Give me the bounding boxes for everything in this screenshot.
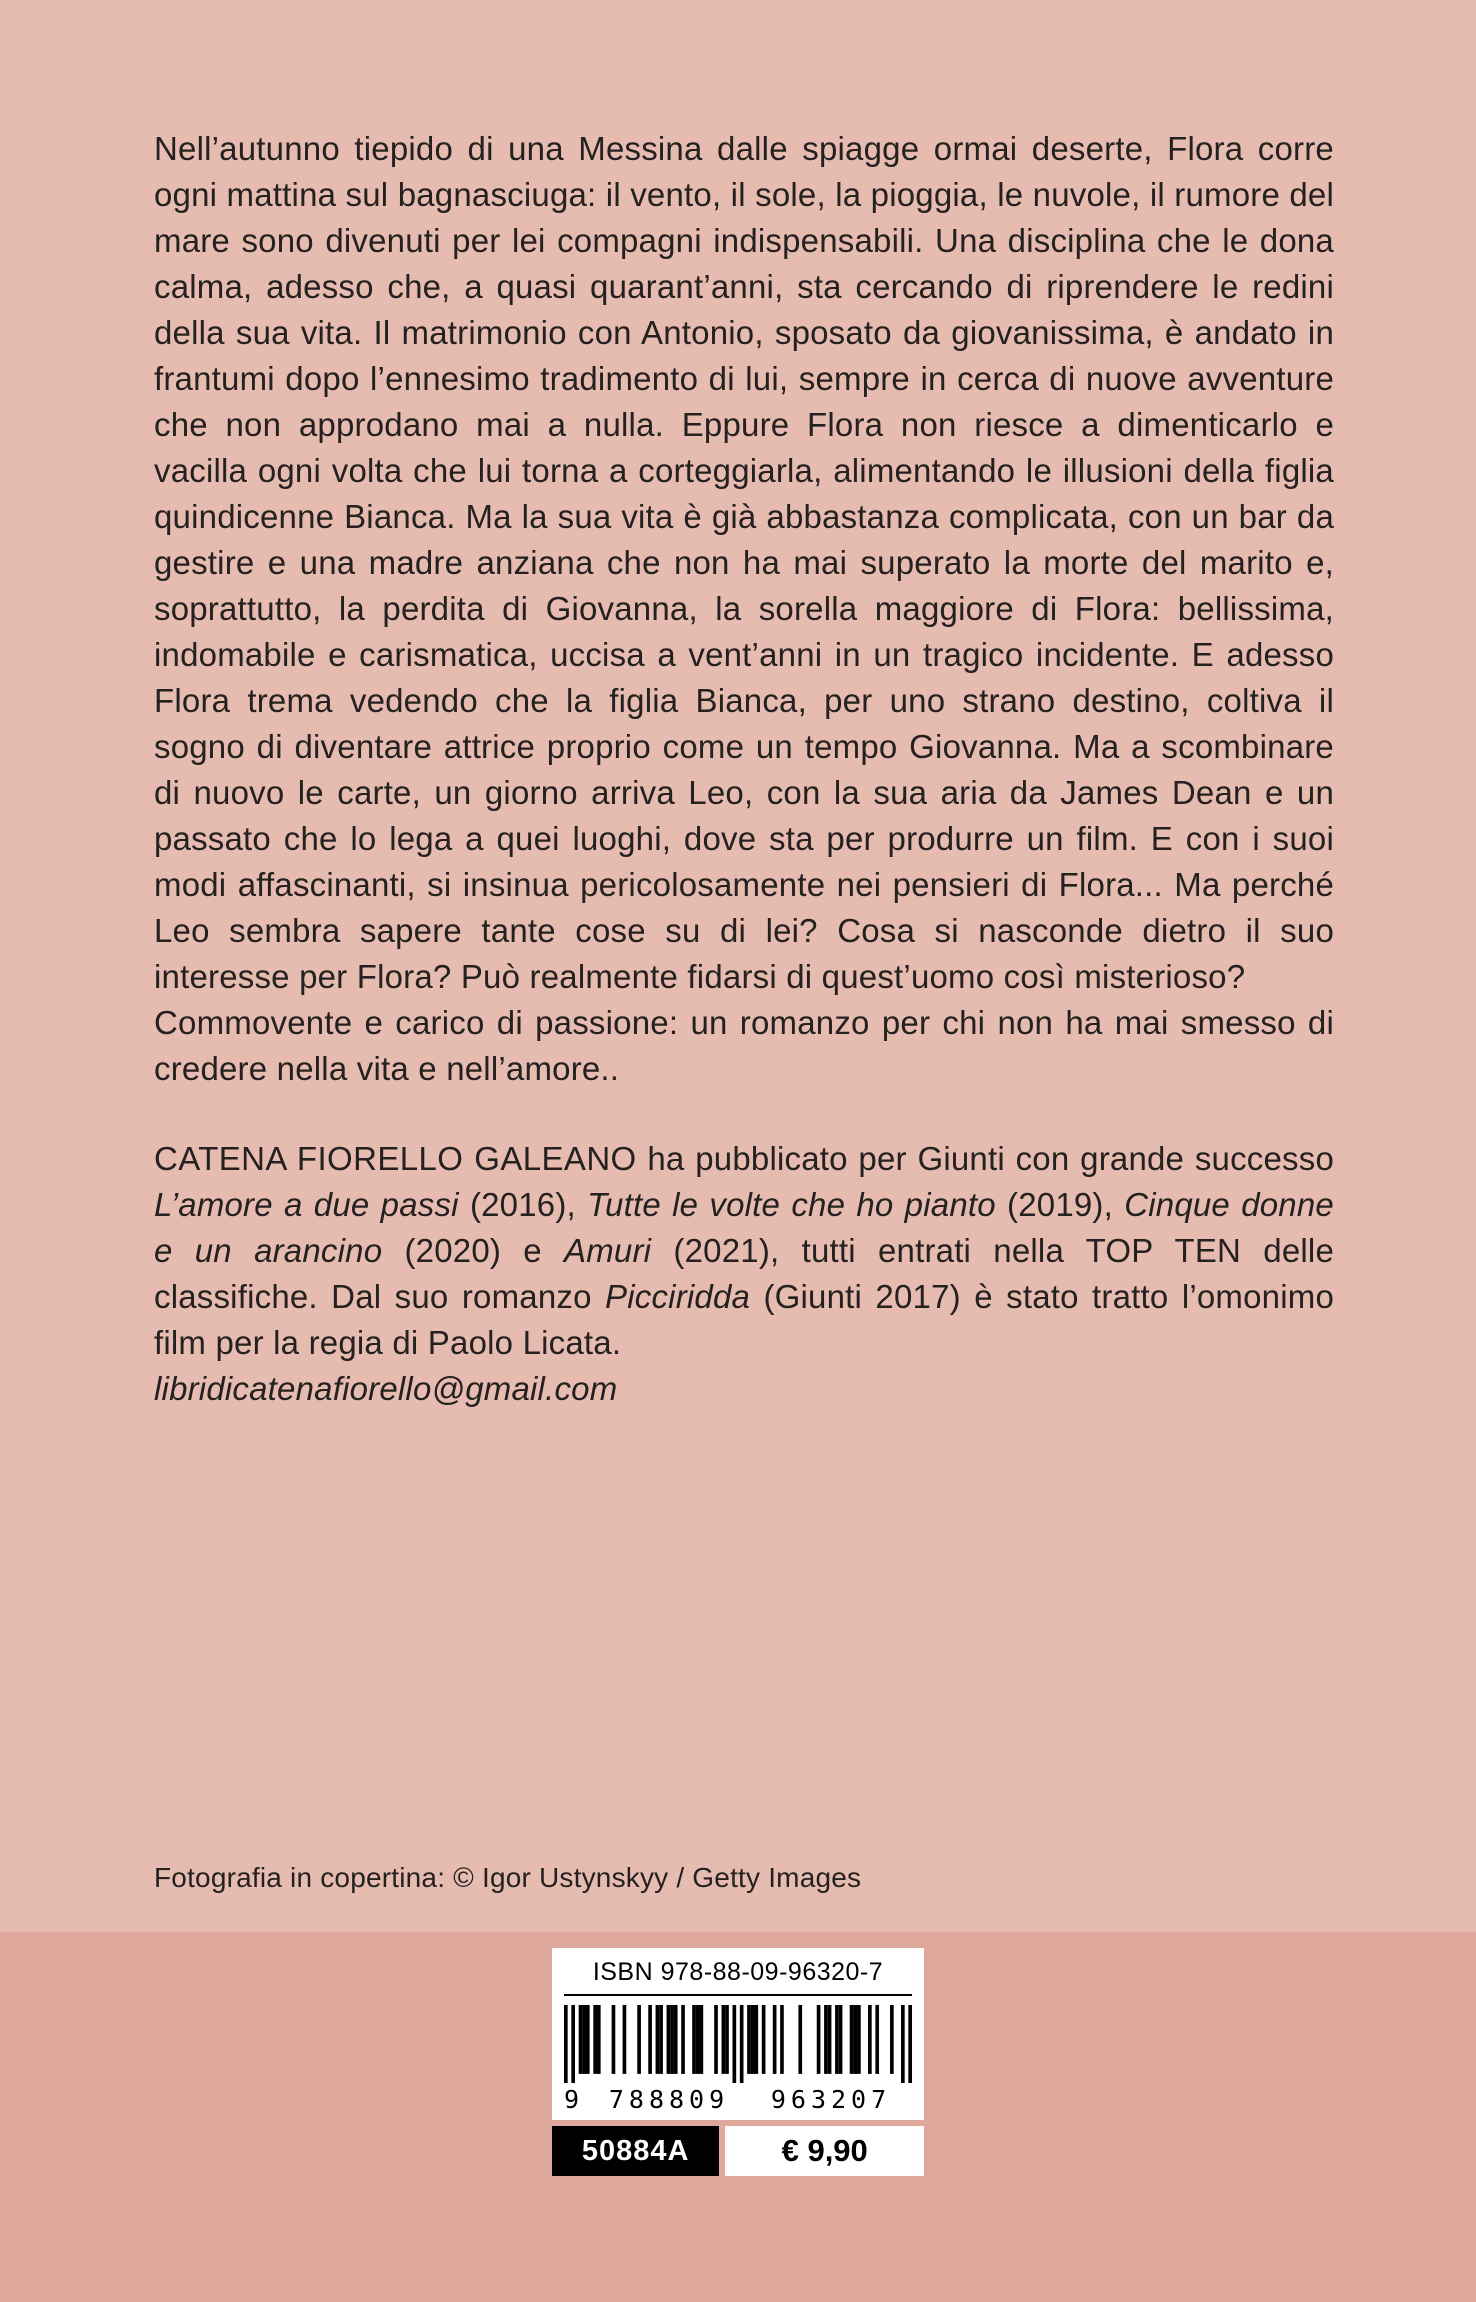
code-price-row: [552, 2126, 924, 2176]
barcode-digit-group: 788809: [608, 2085, 730, 2114]
book-title-cinque-donne: Cinque donne e un arancino: [154, 1186, 1334, 1269]
bio-text: (2019),: [995, 1186, 1125, 1223]
bio-text: (2016),: [458, 1186, 588, 1223]
isbn-block: [552, 1948, 924, 2176]
synopsis-block: [154, 126, 1334, 1412]
author-bio: [154, 1136, 1334, 1366]
isbn-label: ISBN 978-88-09-96320-7: [564, 1958, 912, 1996]
bio-text: ha pubblicato per Giunti con grande successo: [636, 1140, 1334, 1177]
barcode-digit-group: 963207: [770, 2085, 892, 2114]
bio-text: (2021), tutti entrati nella TOP TEN delle classifiche. Dal suo romanzo: [154, 1232, 1335, 1315]
book-title-picciridda: Picciridda: [605, 1278, 751, 1315]
book-title-tutte-le-volte: Tutte le volte che ho pianto: [587, 1186, 996, 1223]
tagline: Commovente e carico di passione: un romanzo per chi non ha mai smesso di credere nella vita e nell’amore..: [154, 1004, 1334, 1087]
bio-text: (Giunti 2017) è stato tratto l’omonimo film per la regia di Paolo Licata.: [154, 1278, 1335, 1361]
book-title-amore-a-due-passi: L’amore a due passi: [154, 1186, 459, 1223]
book-title-amuri: Amuri: [564, 1232, 652, 1269]
synopsis-paragraph: Nell’autunno tiepido di una Messina dalle spiagge ormai deserte, Flora corre ogni mattina sul bagnasciuga: il vento, il sole, la pioggia, le nuvole, il rumore del mare sono divenuti per lei compagni indispensabili. Una disciplina che le dona calma, adesso che, a quasi quarant’anni, sta cercando di riprendere le redini della sua vita. Il matrimonio con Antonio, sposato da giovanissima, è andato in frantumi dopo l’ennesimo tradimento di lui, sempre in cerca di nuove avventure che non approdano mai a nulla. Eppure Flora non riesce a dimenticarlo e vacilla ogni volta che lui torna a corteggiarla, alimentando le illusioni della figlia quindicenne Bianca. Ma la sua vita è già abbastanza complicata, con un bar da gestire e una madre anziana che non ha mai superato la morte del marito e, soprattutto, la perdita di Giovanna, la sorella maggiore di Flora: bellissima, indomabile e carismatica, uccisa a vent’anni in un tragico incidente. E adesso Flora trema vedendo che la figlia Bianca, per uno strano destino, coltiva il sogno di diventare attrice proprio come un tempo Giovanna. Ma a scombinare di nuovo le carte, un giorno arriva Leo, con la sua aria da James Dean e un passato che lo lega a quei luoghi, dove sta per produrre un film. E con i suoi modi affascinanti, si insinua pericolosamente nei pensieri di Flora... Ma perché Leo sembra sapere tante cose su di lei? Cosa si nasconde dietro il suo interesse per Flora? Può realmente fidarsi di quest’uomo così misterioso?: [154, 130, 1335, 995]
publisher-code: 50884A: [552, 2126, 719, 2176]
price: € 9,90: [725, 2126, 924, 2176]
author-email: libridicatenafiorello@gmail.com: [154, 1370, 618, 1407]
isbn-box: [552, 1948, 924, 2120]
bio-text: (2020) e: [382, 1232, 565, 1269]
barcode-digit-group: 9: [564, 2085, 580, 2114]
barcode-digits: [564, 2085, 912, 2114]
author-name: CATENA FIORELLO GALEANO: [154, 1140, 637, 1177]
photo-credit: Fotografia in copertina: © Igor Ustynskyy / Getty Images: [154, 1862, 862, 1893]
ean-barcode-icon: [564, 2005, 912, 2083]
